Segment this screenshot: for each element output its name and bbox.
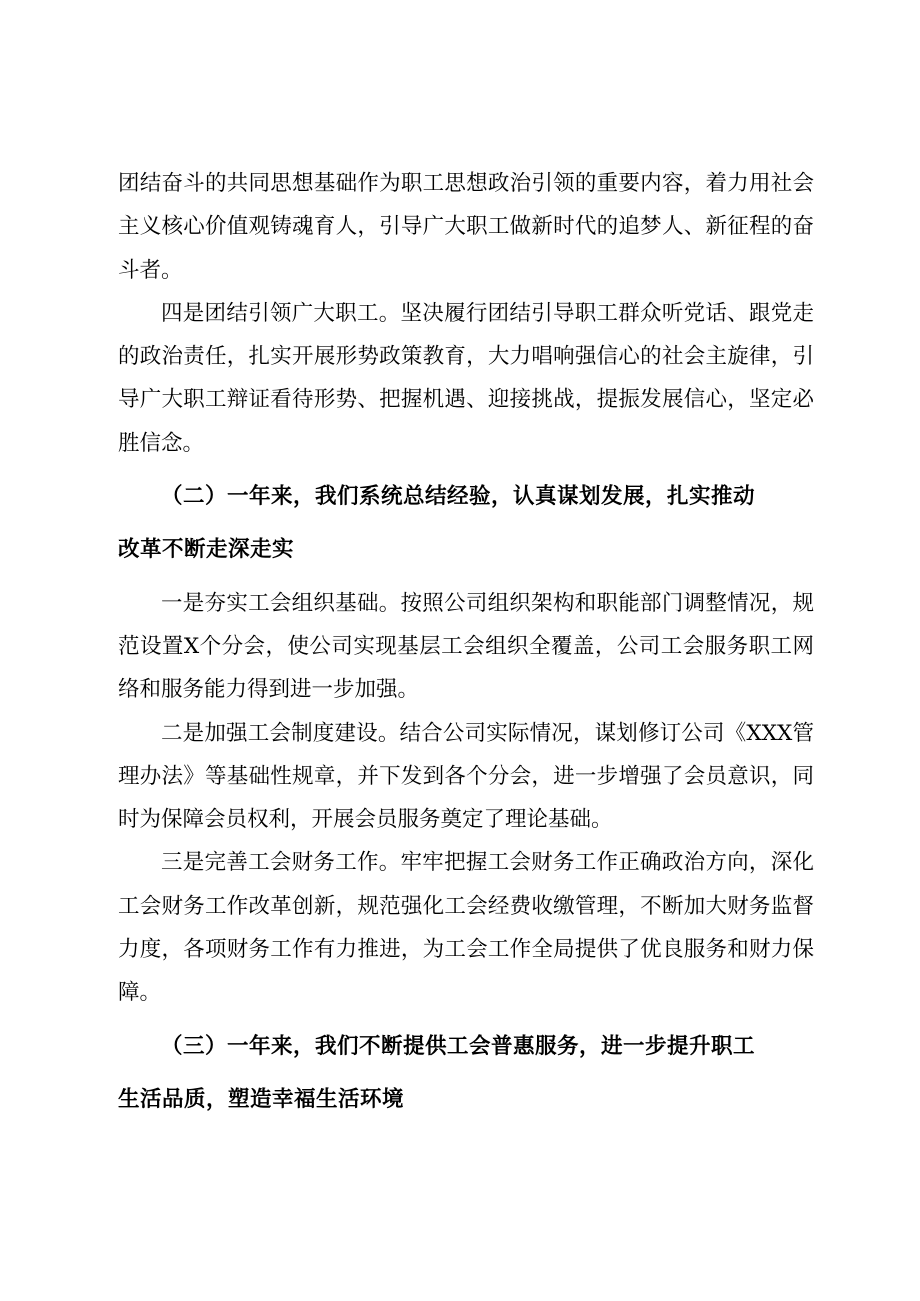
paragraph-organization-foundation: 一是夯实工会组织基础。按照公司组织架构和职能部门调整情况，规范设置X个分会，使公司实现基层工会组织全覆盖，公司工会服务职工网络和服务能力得到进一步加强。 [118,590,814,703]
section-heading-2-line1: （二）一年来，我们系统总结经验，认真谋划发展，扎实推动 [161,484,756,510]
paragraph-continuation: 团结奋斗的共同思想基础作为职工思想政治引领的重要内容，着力用社会主义核心价值观铸魂育人，引导广大职工做新时代的追梦人、新征程的奋斗者。 [118,171,814,283]
section-heading-2-line2: 改革不断走深走实 [118,537,295,563]
document-page [118,162,814,1121]
section-heading-3-line1: （三）一年来，我们不断提供工会普惠服务，进一步提升职工 [161,1033,756,1059]
paragraph-unite-workers: 四是团结引领广大职工。坚决履行团结引导职工群众听党话、跟党走的政治责任，扎实开展形势政策教育，大力唱响强信心的社会主旋律，引导广大职工辩证看待形势、把握机遇、迎接挑战，提振发展信心，坚定必胜信念。 [118,300,814,456]
section-heading-3 [118,1025,814,1122]
paragraph-finance-work: 三是完善工会财务工作。牢牢把握工会财务工作正确政治方向，深化工会财务工作改革创新，规范强化工会经费收缴管理，不断加大财务监督力度，各项财务工作有力推进，为工会工作全局提供了优良服务和财力保障。 [118,850,814,1006]
section-heading-2 [118,475,814,572]
paragraph-system-building: 二是加强工会制度建设。结合公司实际情况，谋划修订公司《XXX管理办法》等基础性规章，并下发到各个分会，进一步增强了会员意识，同时为保障会员权利，开展会员服务奠定了理论基础。 [118,720,814,833]
section-heading-3-line2: 生活品质，塑造幸福生活环境 [118,1086,405,1112]
